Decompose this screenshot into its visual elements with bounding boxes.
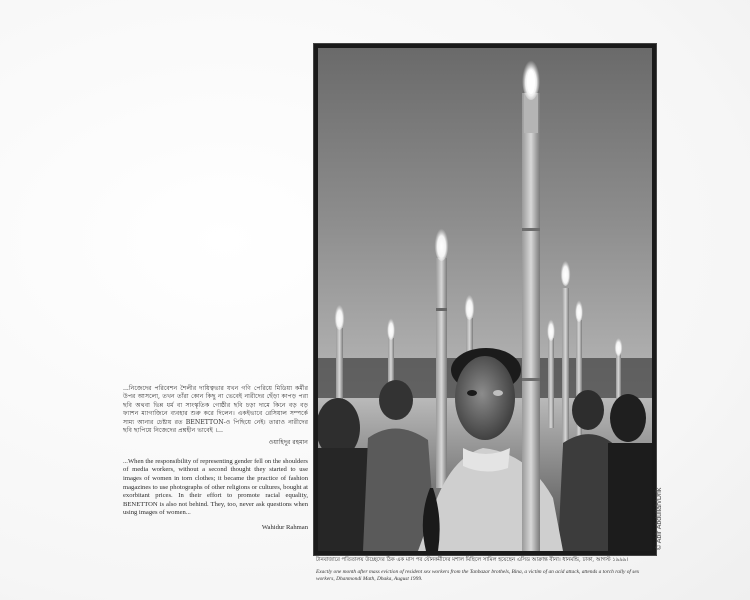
bengali-author: ওয়াহিদুর রহমান [268,439,308,447]
foreground-torch [522,56,540,551]
caption-bengali: টানবাজারে পতিতালয় উচ্ছেদের ঠিক এক মাস পর যৌনকর্মীদের মশাল মিছিলে সামিল হয়েছেন এসিড আক্রান্ত বীনা। ধানমন্ডি, ঢাকা, আগস্ট ১৯৯৯। [316,557,629,563]
photo-caption [316,557,646,583]
mid-torch [435,225,449,488]
caption-english: Exactly one month after mass eviction of resident sex workers from the Tanbazar brothels, Bina, a victim of an acid attack, attends a torch rally of sex workers, Dhanmondi Math, Dhaka, August 1999. [316,569,640,582]
torch-rally-photo [318,48,652,551]
bengali-quote: ...নিজেদের পরিবেশন শৈলীর দায়িত্বভার যখন গণি পেরিয়ে মিডিয়া কর্মীর উপর আসলো, তখন তাঁরা কোন কিছু না ভেবেই নারীদের ছেঁড়া কাপড় পরা ছবি অথবা ভিন্ন ধর্ম বা সাংস্কৃতিক গোষ্ঠীর ছবি চড়া দামে কিনে বড় বড় ফ্যাশন ম্যাগাজিনে ব্যবহার শুরু করে দিলেন। একইভাবে রেসিয়াল সম্পর্কে সাম্য আনার চেষ্টায় রত BENETTON-ও পিছিয়ে নেই। তারাও নারীদের ছবি ছাপিয়ে নিজেদের প্রশ্নহীন ভাবেই ।... [123,385,308,435]
english-author: Wahidur Rahman [261,524,308,531]
photo-credit: © Abir Abdullah/Drik [656,487,663,550]
text-column [123,385,308,532]
english-quote: ...When the responsibility of representing gender fell on the shoulders of media workers, without a second thought they started to use images of women in torn clothes; it became the practice of fashion magazines to use photographs of other religions or cultures, bought at exorbitant prices. In their effort to promote racial equality, BENETTON is also not behind. They, too, never ask questions when using images of women... [123,457,308,517]
photo-frame [313,43,657,556]
